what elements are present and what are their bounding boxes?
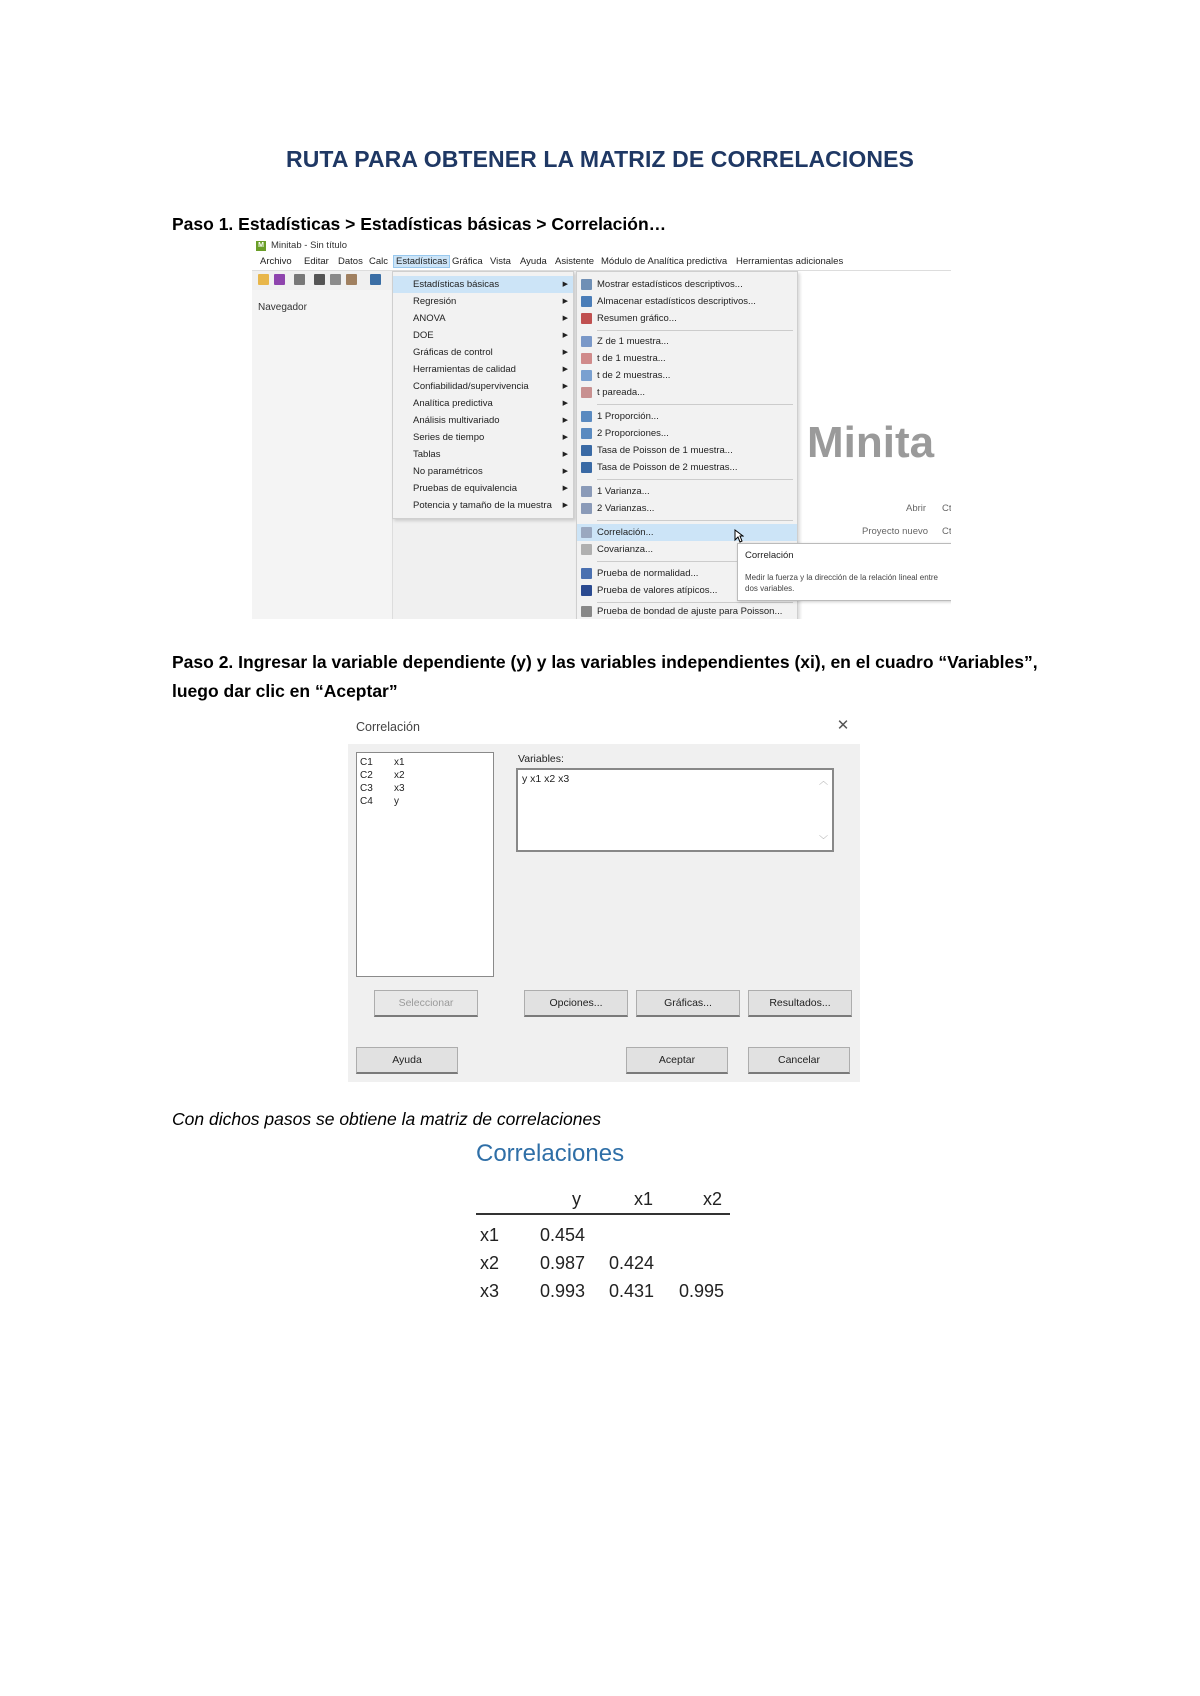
menu-divider [597, 404, 793, 405]
menu-vista[interactable]: Vista [490, 256, 511, 267]
menu-calc[interactable]: Calc [369, 256, 389, 267]
chevron-right-icon: ▶ [562, 485, 568, 492]
app-title: Minitab - Sin título [271, 240, 348, 251]
row-label: x1 [480, 1225, 500, 1245]
menu-item-label: Confiabilidad/supervivencia [413, 381, 529, 392]
stats-menu-item-regresion[interactable] [393, 293, 573, 310]
minitab-logo-icon: M [256, 241, 266, 251]
minitab-menu-screenshot [252, 238, 951, 619]
menu-item-label: 2 Varianzas... [597, 503, 655, 514]
z-test-icon [581, 336, 592, 347]
submenu-item-1var[interactable] [577, 483, 797, 500]
chevron-right-icon: ▶ [562, 281, 568, 288]
submenu-item-poisson1[interactable] [577, 442, 797, 459]
submenu-item-resumen-grafico[interactable] [577, 310, 797, 327]
chevron-right-icon: ▶ [562, 417, 568, 424]
two-proportions-icon [581, 428, 592, 439]
start-link-new-project[interactable]: Proyecto nuevo [862, 526, 929, 537]
menu-archivo[interactable]: Archivo [260, 256, 292, 267]
variables-input[interactable] [516, 768, 834, 852]
row-label: x3 [480, 1281, 500, 1301]
stats-menu-item-basicas[interactable] [393, 276, 573, 293]
dialog-title: Correlación [356, 720, 420, 734]
menu-item-label: Prueba de bondad de ajuste para Poisson... [597, 606, 783, 617]
submenu-item-2prop[interactable] [577, 425, 797, 442]
correlation-tooltip [737, 543, 951, 601]
menu-item-label: Prueba de valores atípicos... [597, 585, 718, 596]
submenu-item-z1[interactable] [577, 333, 797, 350]
two-variances-icon [581, 503, 592, 514]
step1-text: Paso 1. Estadísticas > Estadísticas básicas > Correlación… [172, 214, 667, 234]
menu-item-label: Tasa de Poisson de 1 muestra... [597, 445, 733, 456]
step2-text: Paso 2. Ingresar la variable dependiente (y) y las variables independientes (xi), en el cuadro “Variables”, luego dar clic en “Aceptar” [172, 652, 1038, 701]
navigator-label: Navegador [258, 302, 307, 313]
stats-menu-item-equivalencia[interactable] [393, 480, 573, 497]
menu-item-label: Mostrar estadísticos descriptivos... [597, 279, 743, 290]
menu-grafica[interactable]: Gráfica [452, 256, 483, 267]
stats-menu-item-noparametricos[interactable] [393, 463, 573, 480]
chevron-right-icon: ▶ [562, 349, 568, 356]
correlation-icon [581, 527, 592, 538]
menu-item-label: Análisis multivariado [413, 415, 500, 426]
table-cell: 0.995 [679, 1281, 725, 1301]
start-link-ct-2[interactable]: Ct [942, 526, 951, 537]
close-icon[interactable]: ✕ [836, 717, 850, 734]
column-name: x3 [394, 783, 405, 794]
header-x2: x2 [703, 1189, 723, 1209]
conclusion-text: Con dichos pasos se obtiene la matriz de correlaciones [172, 1109, 601, 1129]
submenu-item-t2[interactable] [577, 367, 797, 384]
submenu-item-poisson2[interactable] [577, 459, 797, 476]
row-label: x2 [480, 1253, 500, 1273]
chevron-right-icon: ▶ [562, 451, 568, 458]
submenu-item-t1[interactable] [577, 350, 797, 367]
table-icon [581, 279, 592, 290]
mouse-cursor-icon [734, 529, 744, 543]
menu-item-label: t de 1 muestra... [597, 353, 666, 364]
menu-herramientas-adicionales[interactable]: Herramientas adicionales [736, 256, 844, 267]
poisson2-icon [581, 462, 592, 473]
app-titlebar [252, 238, 951, 254]
paste-icon[interactable] [346, 274, 357, 285]
header-y: y [572, 1189, 581, 1209]
cancel-button[interactable]: Cancelar [748, 1047, 850, 1074]
menu-analitica-predictiva[interactable]: Módulo de Analítica predictiva [601, 256, 728, 267]
column-name: x1 [394, 757, 405, 768]
document-title: RUTA PARA OBTENER LA MATRIZ DE CORRELACIONES [286, 146, 914, 172]
menu-asistente[interactable]: Asistente [555, 256, 595, 267]
menu-item-label: 2 Proporciones... [597, 428, 669, 439]
outlier-icon [581, 585, 592, 596]
chevron-right-icon: ▶ [562, 400, 568, 407]
graphs-button[interactable]: Gráficas... [636, 990, 740, 1017]
menu-item-label: t de 2 muestras... [597, 370, 671, 381]
goodness-of-fit-icon [581, 606, 592, 617]
column-list[interactable] [356, 752, 494, 977]
menu-item-label: Resumen gráfico... [597, 313, 677, 324]
start-link-ct-1[interactable]: Ct [942, 503, 951, 514]
menu-item-label: 1 Proporción... [597, 411, 659, 422]
minitab-watermark: Minita [807, 418, 935, 467]
open-folder-icon[interactable] [258, 274, 269, 285]
submenu-item-almacenar[interactable] [577, 293, 797, 310]
store-icon [581, 296, 592, 307]
undo-icon[interactable] [370, 274, 381, 285]
chevron-right-icon: ▶ [562, 434, 568, 441]
chevron-right-icon: ▶ [562, 332, 568, 339]
menu-ayuda[interactable]: Ayuda [520, 256, 547, 267]
menu-divider [597, 520, 793, 521]
column-name: y [394, 796, 399, 807]
menubar [252, 254, 951, 271]
select-button[interactable]: Seleccionar [374, 990, 478, 1017]
header-x1: x1 [634, 1189, 654, 1209]
stats-menu-item-multivariado[interactable] [393, 412, 573, 429]
results-button[interactable]: Resultados... [748, 990, 852, 1017]
menu-datos[interactable]: Datos [338, 256, 363, 267]
stats-menu-item-doe[interactable] [393, 327, 573, 344]
submenu-item-1prop[interactable] [577, 408, 797, 425]
chevron-right-icon: ▶ [562, 315, 568, 322]
stats-menu-item-control[interactable] [393, 344, 573, 361]
menu-estadisticas[interactable]: Estadísticas [396, 256, 448, 267]
ok-button[interactable]: Aceptar [626, 1047, 728, 1074]
cut-icon[interactable] [314, 274, 325, 285]
menu-item-label: Pruebas de equivalencia [413, 483, 518, 494]
menu-item-label: Prueba de normalidad... [597, 568, 699, 579]
stats-menu [392, 271, 574, 519]
chevron-right-icon: ▶ [562, 468, 568, 475]
menu-item-label: Regresión [413, 296, 457, 307]
copy-icon[interactable] [330, 274, 341, 285]
stats-menu-item-potencia[interactable] [393, 497, 573, 514]
menu-item-label: Herramientas de calidad [413, 364, 516, 375]
t-test-icon [581, 353, 592, 364]
menu-editar[interactable]: Editar [304, 256, 329, 267]
navigator-panel [252, 290, 393, 619]
menu-item-label: Series de tiempo [413, 432, 485, 443]
menu-item-label: Correlación... [597, 527, 654, 538]
menu-item-label: DOE [413, 330, 434, 341]
stats-menu-item-series[interactable] [393, 429, 573, 446]
submenu-item-t-pareada[interactable] [577, 384, 797, 401]
menu-item-label: Analítica predictiva [413, 398, 493, 409]
paired-t-icon [581, 387, 592, 398]
chevron-right-icon: ▶ [562, 502, 568, 509]
covariance-icon [581, 544, 592, 555]
column-id: C4 [360, 796, 373, 807]
menu-item-label: Potencia y tamaño de la muestra [413, 500, 552, 511]
variables-label: Variables: [518, 753, 564, 765]
header-rule [476, 1213, 730, 1215]
stats-menu-item-anova[interactable] [393, 310, 573, 327]
toolbar [252, 271, 392, 289]
chevron-up-icon[interactable]: ︿ [818, 776, 828, 786]
table-cell: 0.987 [540, 1253, 586, 1273]
menu-item-label: Tablas [413, 449, 441, 460]
menu-item-label: Estadísticas básicas [413, 279, 500, 290]
table-cell: 0.424 [609, 1253, 655, 1273]
menu-item-label: Almacenar estadísticos descriptivos... [597, 296, 756, 307]
proportion-icon [581, 411, 592, 422]
table-cell: 0.454 [540, 1225, 586, 1245]
chevron-down-icon[interactable]: ﹀ [818, 835, 828, 845]
variables-value: y x1 x2 x3 [522, 773, 570, 785]
menu-item-label: ANOVA [413, 313, 446, 324]
menu-divider [597, 479, 793, 480]
menu-item-label: Tasa de Poisson de 2 muestras... [597, 462, 738, 473]
chevron-right-icon: ▶ [562, 383, 568, 390]
menu-divider [597, 330, 793, 331]
help-button[interactable]: Ayuda [356, 1047, 458, 1074]
stats-menu-item-analitica[interactable] [393, 395, 573, 412]
menu-item-label: Covarianza... [597, 544, 653, 555]
stats-menu-item-calidad[interactable] [393, 361, 573, 378]
table-cell: 0.993 [540, 1281, 586, 1301]
poisson-icon [581, 445, 592, 456]
table-cell: 0.431 [609, 1281, 655, 1301]
chevron-right-icon: ▶ [562, 298, 568, 305]
print-icon[interactable] [294, 274, 305, 285]
options-button[interactable]: Opciones... [524, 990, 628, 1017]
column-id: C1 [360, 757, 373, 768]
submenu-item-bondad-poisson[interactable] [577, 603, 797, 619]
menu-item-label: Z de 1 muestra... [597, 336, 669, 347]
submenu-item-descriptivos[interactable] [577, 276, 797, 293]
menu-item-label: No paramétricos [413, 466, 483, 477]
submenu-item-2var[interactable] [577, 500, 797, 517]
tooltip-description: Medir la fuerza y la dirección de la relación lineal entre dos variables. [745, 573, 938, 593]
column-id: C3 [360, 783, 373, 794]
variance-icon [581, 486, 592, 497]
submenu-item-correlacion[interactable] [577, 524, 797, 541]
column-id: C2 [360, 770, 373, 781]
normality-icon [581, 568, 592, 579]
menu-item-label: 1 Varianza... [597, 486, 650, 497]
column-name: x2 [394, 770, 405, 781]
output-title: Correlaciones [476, 1140, 625, 1167]
tooltip-title: Correlación [745, 550, 794, 561]
save-icon[interactable] [274, 274, 285, 285]
stats-menu-item-confiabilidad[interactable] [393, 378, 573, 395]
menu-item-label: Gráficas de control [413, 347, 493, 358]
chevron-right-icon: ▶ [562, 366, 568, 373]
correlation-dialog [348, 712, 860, 1082]
t2-test-icon [581, 370, 592, 381]
graph-summary-icon [581, 313, 592, 324]
start-link-open[interactable]: Abrir [906, 503, 927, 514]
dialog-titlebar [348, 712, 860, 744]
menu-item-label: t pareada... [597, 387, 646, 398]
stats-menu-item-tablas[interactable] [393, 446, 573, 463]
